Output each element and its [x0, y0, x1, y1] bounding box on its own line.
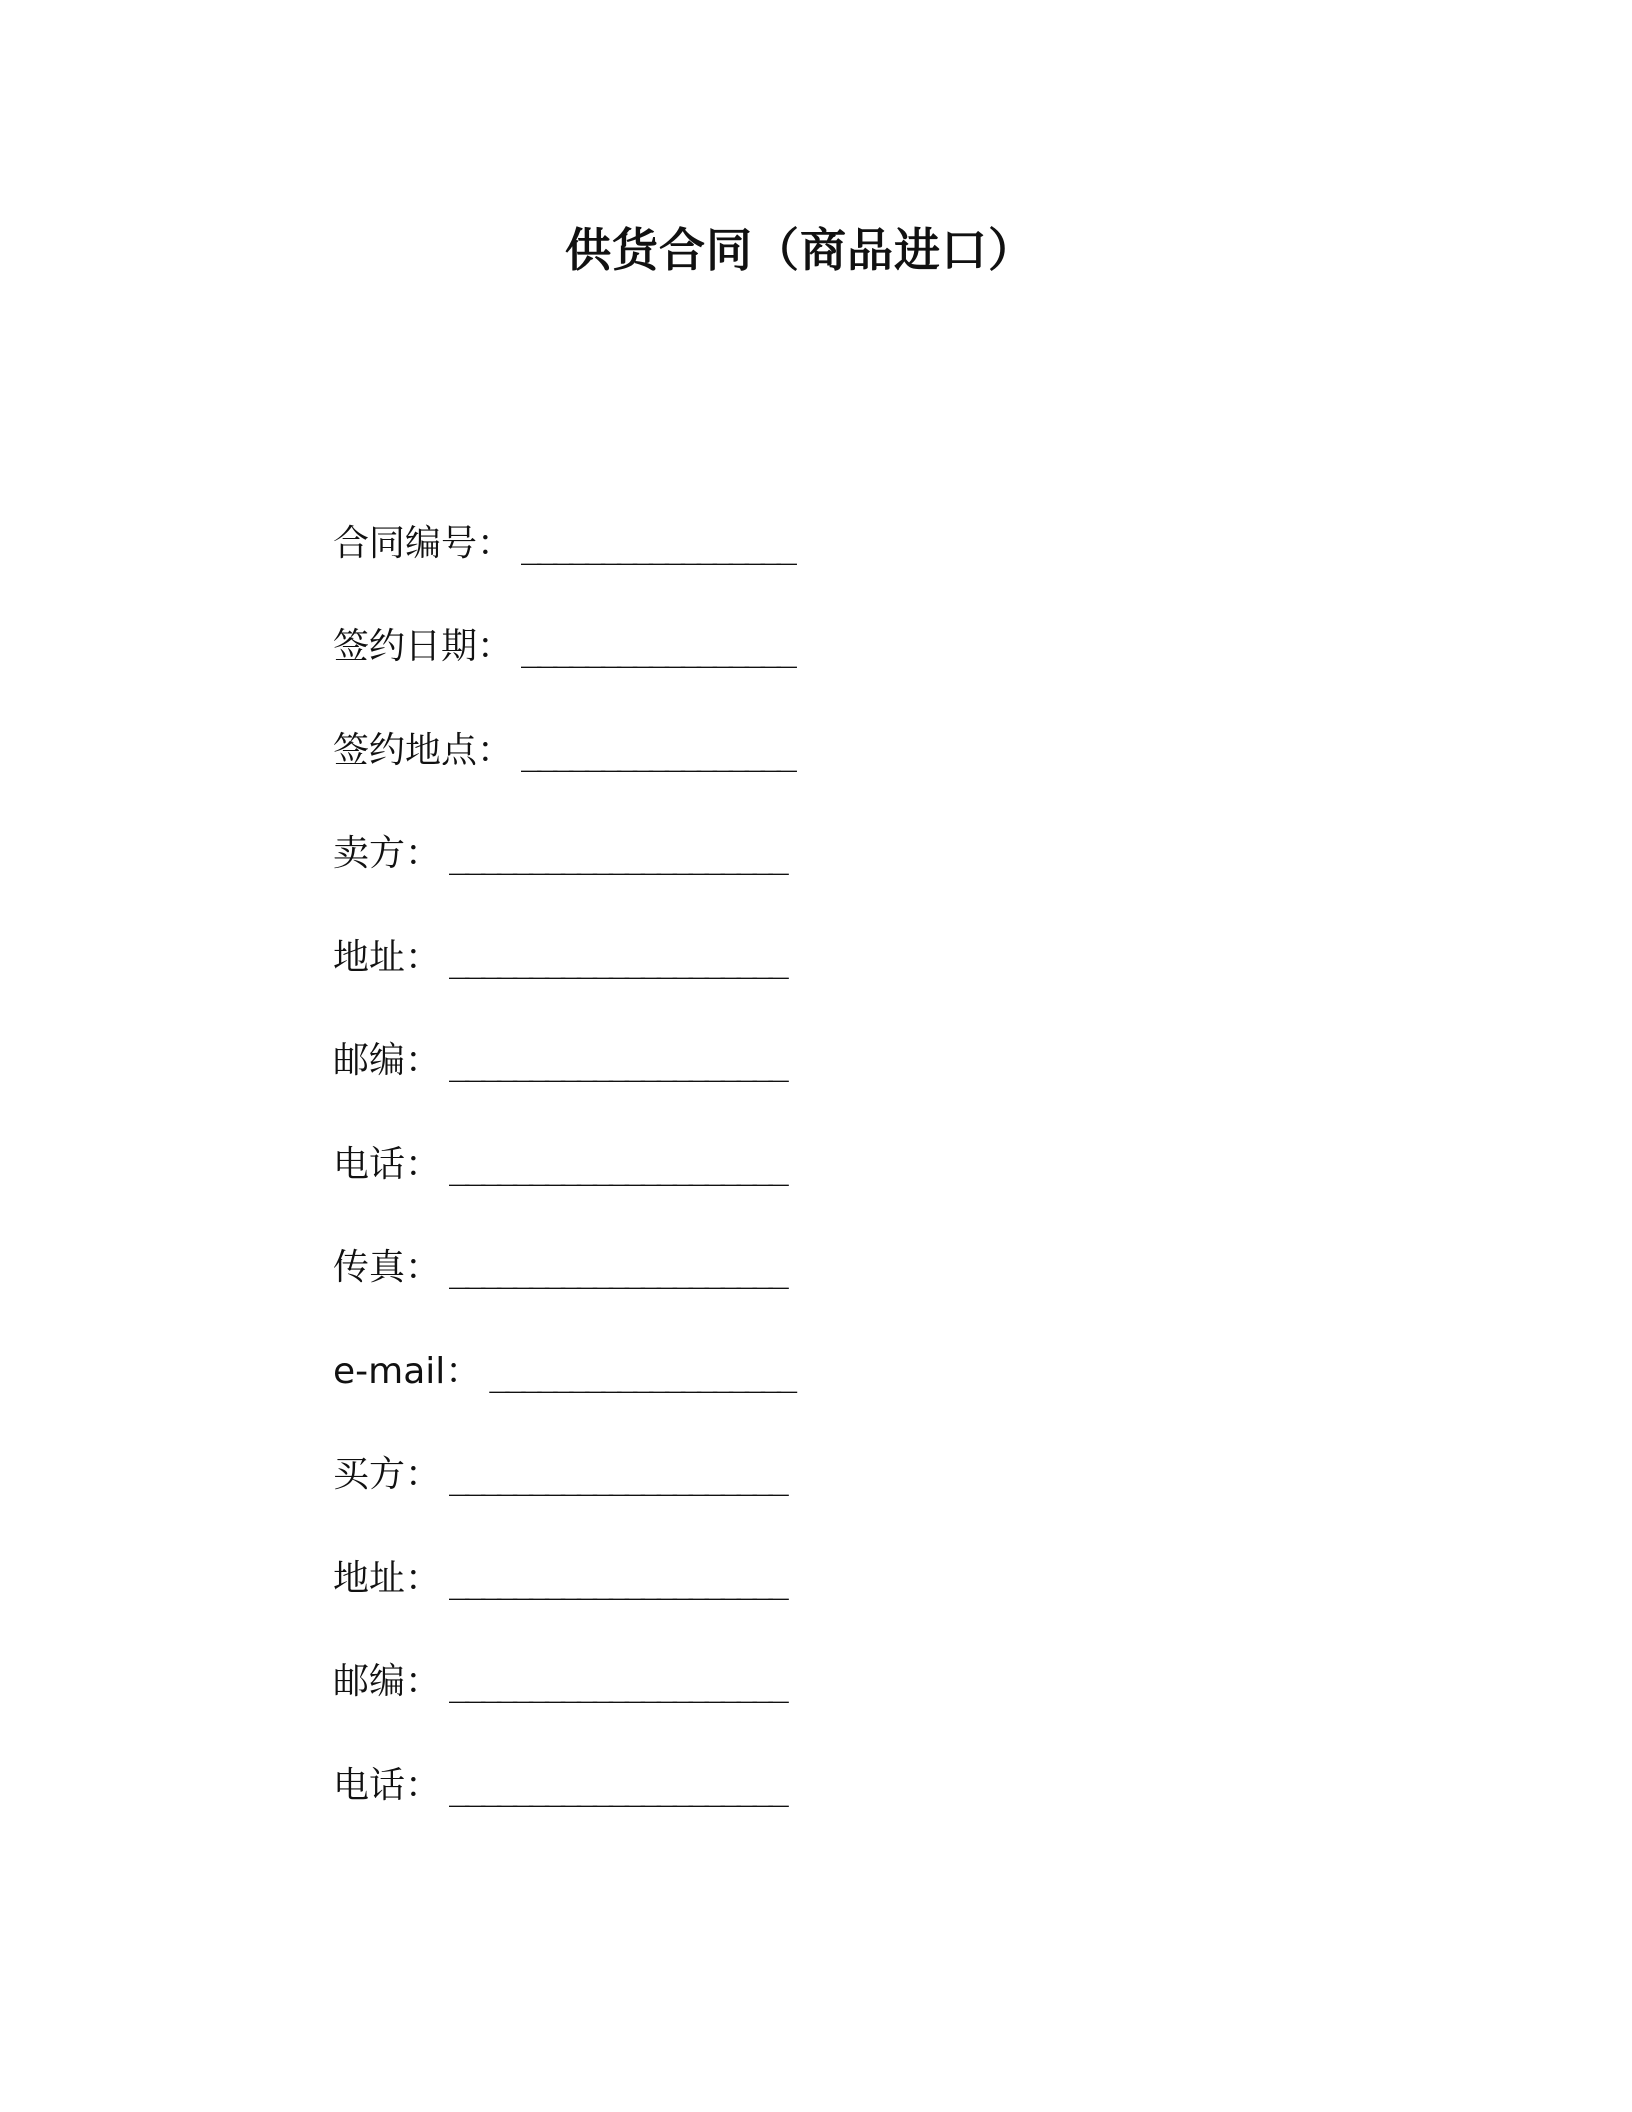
field-label: 卖方： — [333, 833, 442, 875]
field-label: 签约日期： — [333, 626, 514, 668]
field-seller-phone — [333, 1113, 1233, 1217]
field-buyer-postcode — [333, 1631, 1233, 1735]
fill-in-blank[interactable]: _____________________ — [449, 1250, 785, 1291]
fill-in-blank[interactable]: _____________________ — [449, 1664, 785, 1705]
field-buyer-address — [333, 1527, 1233, 1631]
field-label: 电话： — [333, 1764, 442, 1806]
field-buyer — [333, 1424, 1233, 1528]
field-seller-address — [333, 906, 1233, 1010]
field-label: e-mail： — [333, 1350, 482, 1392]
field-seller-email — [333, 1320, 1233, 1424]
contract-field-list — [333, 492, 1233, 1838]
fill-in-blank[interactable]: _________________ — [521, 732, 793, 773]
field-seller — [333, 803, 1233, 907]
field-label: 签约地点： — [333, 729, 514, 771]
fill-in-blank[interactable]: _____________________ — [449, 1767, 785, 1808]
field-signing-date — [333, 596, 1233, 700]
field-signing-place — [333, 699, 1233, 803]
document-title: 供货合同（商品进口） — [565, 223, 1035, 277]
field-label: 买方： — [333, 1454, 442, 1496]
field-label: 邮编： — [333, 1661, 442, 1703]
fill-in-blank[interactable]: _____________________ — [449, 1043, 785, 1084]
fill-in-blank[interactable]: ___________________ — [489, 1353, 793, 1394]
field-label: 传真： — [333, 1247, 442, 1289]
field-seller-postcode — [333, 1010, 1233, 1114]
fill-in-blank[interactable]: _____________________ — [449, 1560, 785, 1601]
fill-in-blank[interactable]: _____________________ — [449, 1146, 785, 1187]
fill-in-blank[interactable]: _____________________ — [449, 939, 785, 980]
field-buyer-phone — [333, 1734, 1233, 1838]
field-label: 地址： — [333, 1557, 442, 1599]
fill-in-blank[interactable]: _____________________ — [449, 1457, 785, 1498]
fill-in-blank[interactable]: _____________________ — [449, 836, 785, 877]
field-label: 地址： — [333, 936, 442, 978]
fill-in-blank[interactable]: _________________ — [521, 525, 793, 566]
field-contract-number — [333, 492, 1233, 596]
field-seller-fax — [333, 1217, 1233, 1321]
fill-in-blank[interactable]: _________________ — [521, 629, 793, 670]
field-label: 合同编号： — [333, 522, 514, 564]
field-label: 电话： — [333, 1143, 442, 1185]
field-label: 邮编： — [333, 1040, 442, 1082]
